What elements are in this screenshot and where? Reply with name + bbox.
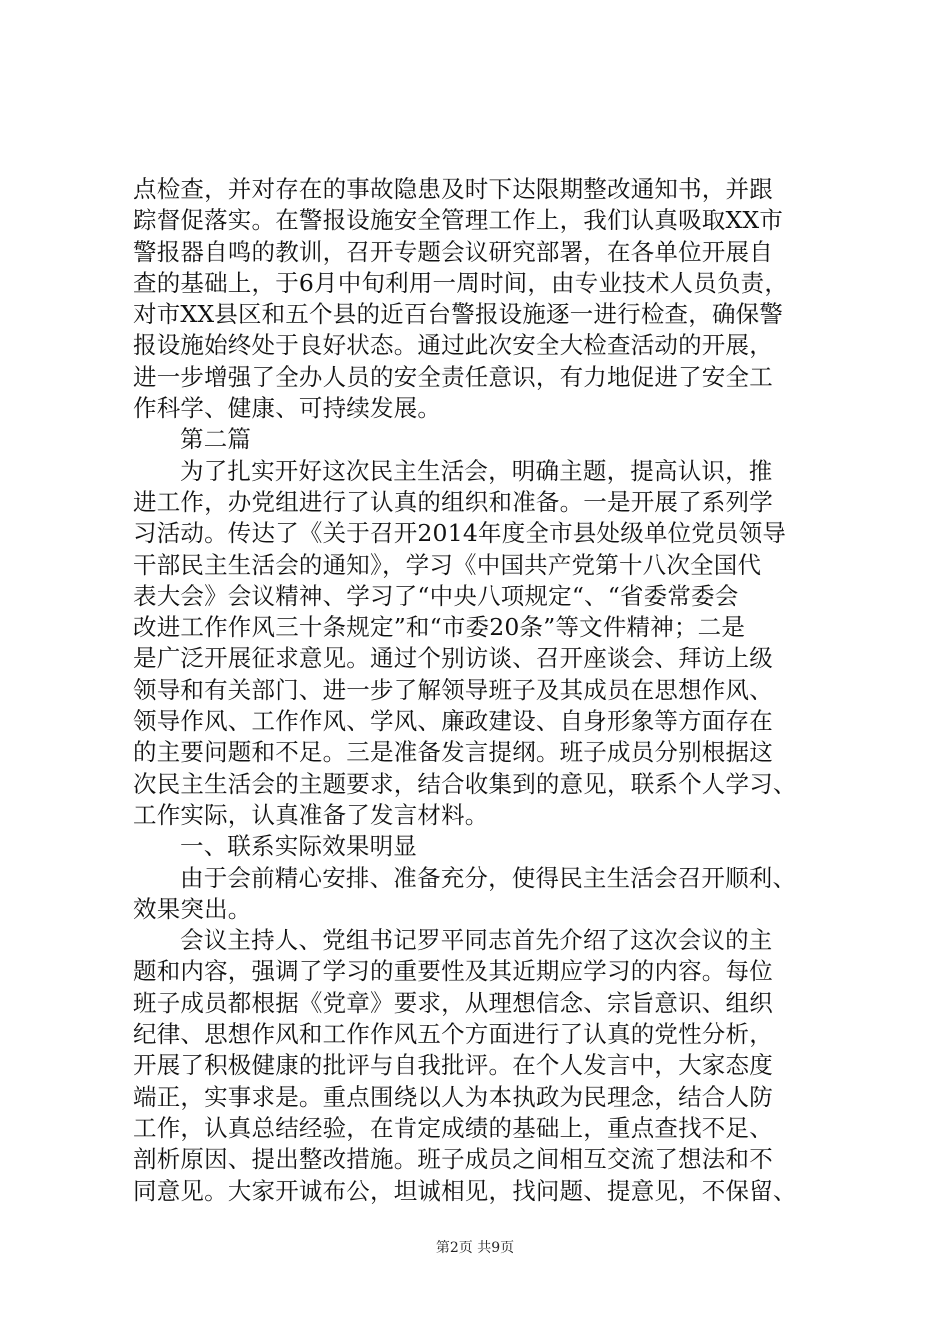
text-line: 习活动。传达了《关于召开2014年度全市县处级单位党员领导 [133,519,787,548]
text-line: 次民主生活会的主题要求，结合收集到的意见，联系个人学习、 [133,769,797,798]
text-line: 题和内容，强调了学习的重要性及其近期应学习的内容。每位 [133,957,773,986]
text-line: 进一步增强了全办人员的安全责任意识，有力地促进了安全工 [133,362,773,391]
text-line: 作科学、健康、可持续发展。 [133,394,442,423]
text-line: 点检查，并对存在的事故隐患及时下达限期整改通知书，并跟 [133,175,773,203]
text-line: 干部民主生活会的通知》，学习《中国共产党第十八次全国代 [133,550,762,579]
text-line: 领导作风、工作作风、学风、廉政建设、自身形象等方面存在 [133,707,773,736]
text-line: 改进工作作风三十条规定”和“市委20条”等文件精神；二是 [133,613,746,642]
text-line: 剖析原因、提出整改措施。班子成员之间相互交流了想法和不 [133,1145,773,1174]
text-line: 班子成员都根据《党章》要求，从理想信念、宗旨意识、组织 [133,988,773,1017]
text-line: 表大会》会议精神、学习了“中央八项规定“、“省委常委会 [133,581,739,610]
page-footer: 第2页 共9页 [435,1240,515,1256]
text-line: 查的基础上，于6月中旬利用一周时间，由专业技术人员负责， [133,268,789,297]
text-line: 是广泛开展征求意见。通过个别访谈、召开座谈会、拜访上级 [133,644,773,673]
text-line: 警报器自鸣的教训，召开专题会议研究部署，在各单位开展自 [133,237,773,266]
text-line: 踪督促落实。在警报设施安全管理工作上，我们认真吸取XX市 [133,206,784,235]
text-line: 一、联系实际效果明显 [180,832,417,861]
text-line: 同意见。大家开诚布公，坦诚相见，找问题、提意见，不保留、 [133,1176,797,1205]
document-body [133,174,833,1207]
text-line: 工作，认真总结经验，在肯定成绩的基础上，重点查找不足、 [133,1113,773,1142]
text-line: 会议主持人、党组书记罗平同志首先介绍了这次会议的主 [180,926,773,955]
text-line: 为了扎实开好这次民主生活会，明确主题，提高认识，推 [180,456,773,485]
text-line: 开展了积极健康的批评与自我批评。在个人发言中，大家态度 [133,1051,773,1080]
text-line: 纪律、思想作风和工作作风五个方面进行了认真的党性分析， [133,1020,773,1049]
text-line: 效果突出。 [133,894,252,923]
text-line: 的主要问题和不足。三是准备发言提纲。班子成员分别根据这 [133,738,773,767]
text-line: 第二篇 [180,425,252,454]
text-line: 由于会前精心安排、准备充分，使得民主生活会召开顺利、 [180,863,797,892]
text-line: 端正，实事求是。重点围绕以人为本执政为民理念，结合人防 [133,1082,773,1111]
text-line: 报设施始终处于良好状态。通过此次安全大检查活动的开展， [133,331,773,360]
text-line: 进工作，办党组进行了认真的组织和准备。一是开展了系列学 [133,487,773,516]
text-line: 领导和有关部门、进一步了解领导班子及其成员在思想作风、 [133,675,773,704]
text-line: 工作实际，认真准备了发言材料。 [133,800,489,829]
text-line: 对市XX县区和五个县的近百台警报设施逐一进行检查，确保警 [133,300,784,329]
